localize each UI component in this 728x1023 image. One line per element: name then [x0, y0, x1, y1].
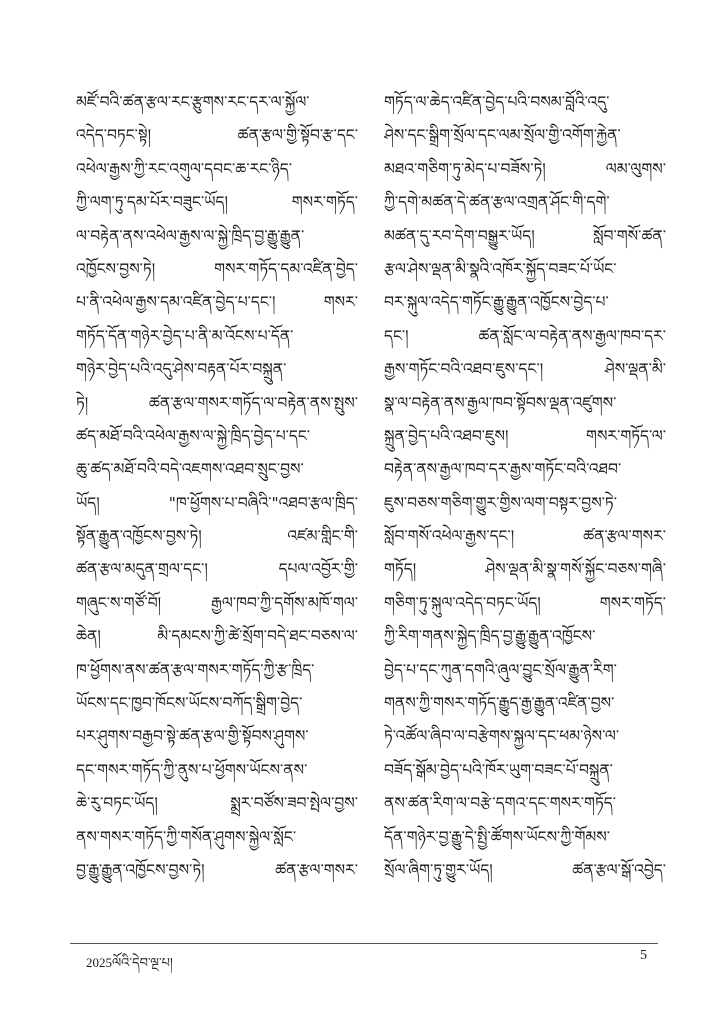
text-line: བརྟེན་ནས་རྒྱལ་ཁབ་དར་རྒྱས་གཏོང་བའི་འཐབ་	[384, 460, 622, 479]
text-line: བྱ་རྒྱུ་རྒྱུན་འཁྱོངས་བྱས་ཏེ། ཚན་རྩལ་གསར་	[76, 860, 358, 879]
text-line: འདེད་བཏང་སྟེ། ཚན་རྩལ་གྱི་སྟོབ་རྩ་དང་	[76, 126, 358, 145]
text-line: ནས་གསར་གཏོད་ཀྱི་གསོན་ཤུགས་སྐྱེལ་སློང་	[76, 827, 297, 846]
text-line: དང་། ཚན་སློང་ལ་བརྟེན་ནས་རྒྱལ་ཁབ་དར་	[384, 326, 666, 345]
text-line: ཡོད། "ཁ་ཕྱོགས་པ་བཞིའི་"འཐབ་རྩལ་ཁྲིད་	[76, 493, 358, 512]
text-line: བར་སྐུལ་འདེད་གཏོང་རྒྱུ་རྒྱུན་འཁྱོངས་བྱེད་པ་	[384, 293, 609, 312]
text-line: སྣ་ལ་བརྟེན་ནས་རྒྱལ་ཁབ་སྟོབས་ལྡན་འཛུགས་	[384, 393, 617, 412]
text-line: རྒྱས་གཏོང་བའི་འཐབ་ཇུས་དང་། ཤེས་ལྡན་མི་	[384, 360, 666, 379]
text-line: ཏེ། ཚན་རྩལ་གསར་གཏོད་ལ་བརྟེན་ནས་སྤུས་	[76, 393, 358, 412]
text-line: ཁ་ཕྱོགས་ནས་ཚན་རྩལ་གསར་གཏོད་ཀྱི་རྩ་ཁྲིད་	[76, 660, 315, 679]
text-line: ནས་ཚན་རིག་ལ་བརྩེ་དགའ་དང་གསར་གཏོད་	[384, 794, 616, 813]
text-line: ཀྱི་དགེ་མཚན་དེ་ཚན་རྩལ་འགྲན་ཤོང་གི་དགེ་	[384, 193, 610, 212]
text-line: མཐའ་གཅིག་ཏུ་མེད་པ་བཟོས་ཏེ། ལམ་ལུགས་	[384, 159, 666, 178]
text-line: ལ་བརྟེན་ནས་འཕེལ་རྒྱས་ལ་སྐྱེ་ཁྲིད་བྱ་རྒྱུ་རྒྱུན་	[76, 226, 305, 245]
text-line: གཏོད་དོན་གཉེར་བྱེད་པ་ནི་མ་འོངས་པ་དོན་	[76, 326, 294, 345]
footer-divider	[70, 943, 658, 944]
text-line: གཞུང་ས་གཙོ་བོ། རྒྱལ་ཁབ་ཀྱི་དགོས་མཁོ་གལ་	[76, 593, 358, 612]
text-line: གཏོད་ལ་ཆེད་འཛིན་བྱེད་པའི་བསམ་བློའི་འདུ་	[384, 93, 610, 111]
text-line: གཏོད། ཤེས་ལྡན་མི་སྣ་གསོ་སྐྱོང་བཅས་གཞི་	[384, 560, 666, 579]
left-column	[76, 86, 358, 887]
text-line: ཆེ་རུ་བཏང་ཡོད། སྨྲར་བཙོས་ཟབ་སྤེལ་བྱས་	[76, 794, 358, 813]
text-line: སྐྲུན་བྱེད་པའི་འཐབ་ཇུས། གསར་གཏོད་ལ་	[384, 426, 666, 445]
text-line: ཏེ་འཚོལ་ཞིབ་ལ་བརྩེགས་སྐྱལ་དང་ཕམ་ཉེས་ལ་	[384, 727, 620, 746]
text-line: ཚན་རྩལ་མདུན་གྲལ་དང་། དཔལ་འབྱོར་གྱི་	[76, 560, 358, 579]
text-line: ཚད་མཐོ་བའི་འཕེལ་རྒྱས་ལ་སྐྱེ་ཁྲིད་བྱེད་པ་དང་	[76, 426, 311, 445]
text-line: འཁྱོངས་བྱས་ཏེ། གསར་གཏོད་དམ་འཛིན་བྱེད་	[76, 259, 358, 278]
text-line: སྟོན་རྒྱུན་འཁྱོངས་བྱས་ཏེ། འཛམ་གླིང་གི་	[76, 527, 358, 546]
text-line: བྱེད་པ་དང་ཀུན་དགའི་ཞུལ་བྱུང་སྲོལ་རྒྱུན་རིག་	[384, 660, 617, 679]
text-line: ཆུ་ཚད་མཐོ་བའི་བདེ་འཇགས་འཐབ་སྲུང་བྱས་	[76, 460, 304, 479]
text-line: པར་ཤུགས་བརྒྱབ་སྟེ་ཚན་རྩལ་གྱི་སྟོབས་ཤུགས་	[76, 727, 309, 746]
text-line: ཇུས་བཅས་གཅིག་གྱུར་གྱིས་ལག་བསྟར་བྱས་ཏེ་	[384, 493, 617, 512]
text-line: མཛོ་བའི་ཚན་རྩལ་རང་རྩུགས་རང་དར་ལ་སྐྱོལ་	[76, 93, 310, 111]
text-line: ཀྱི་ལག་ཏུ་དམ་པོར་བཟུང་ཡོད། གསར་གཏོད་	[76, 193, 358, 212]
text-line: རྩལ་ཤེས་ལྡན་མི་སྣའི་འཁོར་སྐྱོད་བཟང་པོ་ཡོང་	[384, 259, 617, 278]
text-line: འཕེལ་རྒྱས་ཀྱི་རང་འགུལ་དབང་ཆ་རང་ཉིད་	[76, 159, 292, 178]
text-line: སྲོལ་ཞིག་ཏུ་གྱུར་ཡོད། ཚན་རྩལ་སྒོ་འབྱེད་	[384, 860, 666, 879]
text-line: ཡོངས་དང་ཁྱབ་ཁོངས་ཡོངས་བཀོད་སྒྲིག་བྱེད་	[76, 694, 303, 713]
text-line: ཆེན། མི་དམངས་ཀྱི་ཚེ་སྲོག་བདེ་ཐང་བཅས་ལ་	[76, 627, 358, 646]
text-line: གཅིག་ཏུ་སྐུལ་འདེད་བཏང་ཡོད། གསར་གཏོད་	[384, 593, 666, 612]
text-line: དོན་གཉེར་བྱ་རྒྱུ་དེ་སྤྱི་ཚོགས་ཡོངས་ཀྱི་གོམས་	[384, 827, 610, 846]
text-line: གནས་ཀྱི་གསར་གཏོད་རྒྱུད་རྒྱ་རྒྱུན་འཛིན་བྱས་	[384, 694, 615, 713]
text-line: བཟོད་སྒོམ་བྱེད་པའི་ཁོར་ཡུག་བཟང་པོ་བསྐྲུན་	[384, 760, 613, 779]
text-line: གཉེར་བྱེད་པའི་འདུ་ཤེས་བརྟན་པོར་བསྐྲུན་	[76, 360, 287, 379]
text-line: དང་གསར་གཏོད་ཀྱི་ནུས་པ་ཕྱོགས་ཡོངས་ནས་	[76, 760, 308, 779]
right-column	[384, 86, 666, 887]
text-line: ཤེས་དང་སྒྲིག་སྲོལ་དང་ལམ་སྲོལ་གྱི་འགོག་རྐྱེན་	[384, 126, 621, 145]
page-number: 5	[640, 948, 647, 963]
text-line: མཚན་དུ་རབ་དེག་བསྒྱུར་ཡོད། སློབ་གསོ་ཚན་	[384, 226, 666, 245]
text-line: པ་ནི་འཕེལ་རྒྱས་དམ་འཛིན་བྱེད་པ་དང་། གསར་	[76, 293, 358, 312]
text-line: ཀྱི་རིག་གནས་སྐྱེད་ཁྲིད་བྱ་རྒྱུ་རྒྱུན་འཁྱོངས་	[384, 627, 596, 646]
footer-issue-label: 2025ལོའི་དེབ་ལྔ་པ།	[86, 955, 173, 970]
text-line: སློབ་གསོ་འཕེལ་རྒྱས་དང་། ཚན་རྩལ་གསར་	[384, 527, 666, 546]
